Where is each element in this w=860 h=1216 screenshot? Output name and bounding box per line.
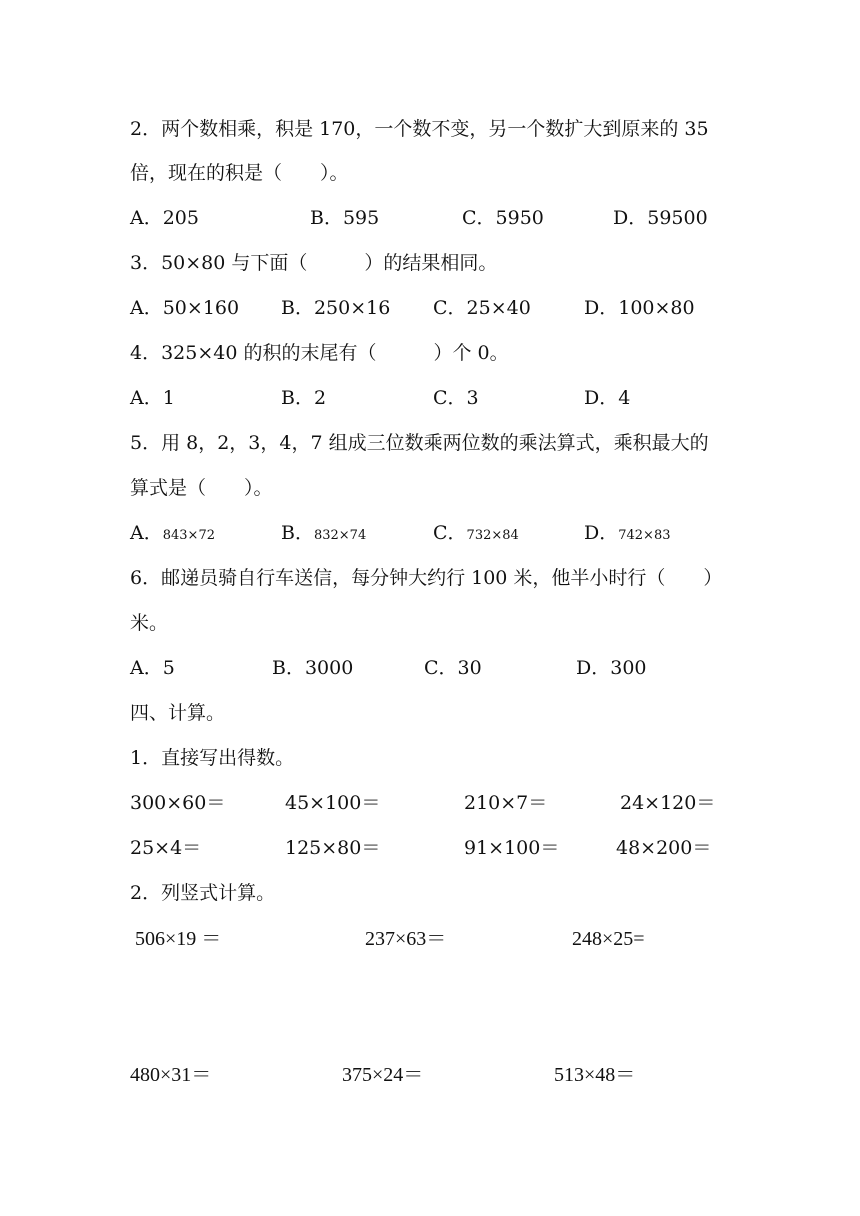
q3-option-d: D．100×80 — [584, 297, 695, 319]
q2-option-c: C．5950 — [462, 207, 544, 229]
section4-part2-title: 2．列竖式计算。 — [130, 882, 276, 904]
q4-text: 4．325×40 的积的末尾有（ ）个 0。 — [130, 342, 509, 364]
vertical-calc-item: 248×25= — [572, 928, 645, 950]
mental-calc-item: 91×100＝ — [464, 837, 560, 859]
vertical-calc-item: 513×48＝ — [554, 1064, 636, 1086]
vertical-calc-item: 375×24＝ — [342, 1064, 424, 1086]
mental-calc-item: 24×120＝ — [620, 792, 716, 814]
q2-option-b: B．595 — [310, 207, 380, 229]
q6-text-line2: 米。 — [130, 612, 169, 634]
q4-option-b: B．2 — [281, 387, 327, 409]
q6-option-b: B．3000 — [272, 657, 354, 679]
q6-option-d: D．300 — [576, 657, 647, 679]
q5-option-b: B．832×74 — [281, 522, 367, 544]
mental-calc-item: 45×100＝ — [285, 792, 381, 814]
q5-option-c: C．732×84 — [433, 522, 519, 544]
q2-option-a: A．205 — [130, 207, 199, 229]
mental-calc-item: 25×4＝ — [130, 837, 202, 859]
section4-part1-title: 1．直接写出得数。 — [130, 747, 295, 769]
q5-option-d: D．742×83 — [584, 522, 671, 544]
q4-option-a: A．1 — [130, 387, 175, 409]
vertical-calc-item: 506×19 ＝ — [135, 928, 222, 950]
vertical-calc-item: 237×63＝ — [365, 928, 447, 950]
q4-option-c: C．3 — [433, 387, 479, 409]
q3-option-a: A．50×160 — [130, 297, 240, 319]
mental-calc-item: 125×80＝ — [285, 837, 381, 859]
q4-option-d: D．4 — [584, 387, 631, 409]
q2-text-line1: 2．两个数相乘，积是 170，一个数不变，另一个数扩大到原来的 35 — [130, 118, 709, 140]
q3-option-c: C．25×40 — [433, 297, 531, 319]
mental-calc-item: 300×60＝ — [130, 792, 226, 814]
q6-option-c: C．30 — [424, 657, 482, 679]
q3-option-b: B．250×16 — [281, 297, 391, 319]
q6-text-line1: 6．邮递员骑自行车送信，每分钟大约行 100 米，他半小时行（ ） — [130, 567, 723, 589]
q5-text-line2: 算式是（ ）。 — [130, 477, 273, 499]
q5-text-line1: 5．用 8，2，3，4，7 组成三位数乘两位数的乘法算式，乘积最大的 — [130, 432, 709, 454]
mental-calc-item: 210×7＝ — [464, 792, 548, 814]
q2-text-line2: 倍，现在的积是（ ）。 — [130, 162, 349, 184]
vertical-calc-item: 480×31＝ — [130, 1064, 212, 1086]
q3-text: 3．50×80 与下面（ ）的结果相同。 — [130, 252, 498, 274]
q5-option-a: A．843×72 — [130, 522, 215, 544]
section4-heading: 四、计算。 — [130, 702, 226, 724]
mental-calc-item: 48×200＝ — [616, 837, 712, 859]
q6-option-a: A．5 — [130, 657, 175, 679]
q2-option-d: D．59500 — [613, 207, 708, 229]
